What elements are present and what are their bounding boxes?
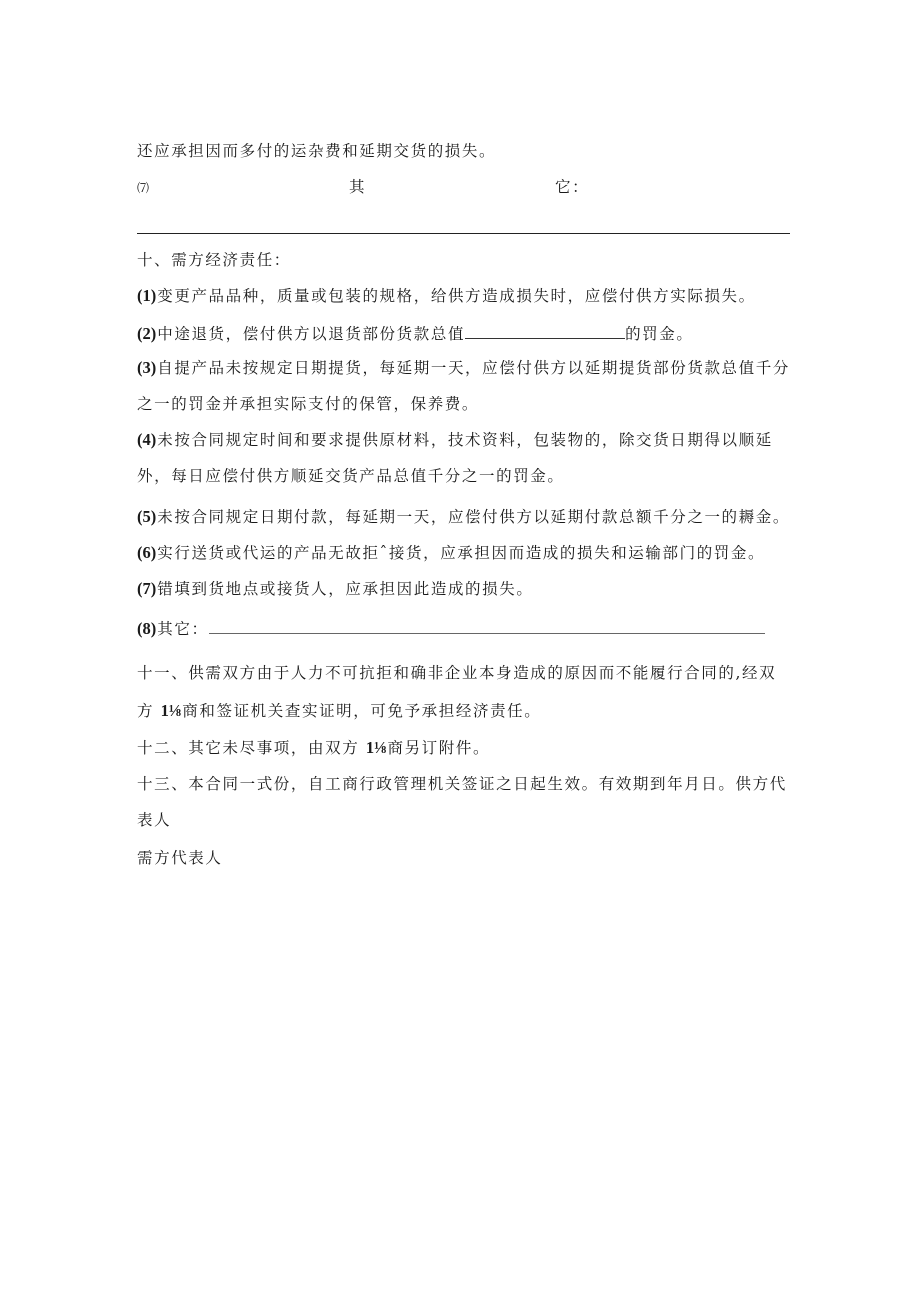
text: 需方代表人 [137,849,223,867]
item-number: (4) [137,430,157,449]
item-number: (2) [137,324,157,343]
item-number: (3) [137,358,157,377]
list-item [137,507,790,527]
text: 方 [137,702,155,720]
paragraph-line [137,141,496,161]
text: 商和签证机关查实证明，可免予承担经济责任。 [182,702,542,720]
garbled-number: 1⅛ [160,701,182,720]
text: 未按合同规定日期付款，每延期一天，应偿付供方以延期付款总额千分之一的耨金。 [157,508,790,526]
garbled-number: 1⅛ [365,738,387,757]
list-item [137,358,790,378]
text: 十三、本合同一式份，自工商行政管理机关签证之日起生效。有效期到年月日。供方代 [137,775,787,793]
item-number: (5) [137,507,157,526]
item-number: (7) [137,579,157,598]
list-item [137,430,773,450]
text: 十一、供需双方由于人力不可抗拒和确非企业本身造成的原因而不能履行合同的,经双 [137,664,777,682]
fill-blank [465,322,625,339]
other-line [137,177,590,198]
list-item-continuation [137,466,565,486]
item-number: (6) [137,543,157,562]
divider-line [137,233,790,234]
list-item [137,286,756,306]
text: 十二、其它未尽事项，由双方 [137,739,360,757]
list-item [137,579,533,599]
item-number: (8) [137,619,157,638]
text: 之一的罚金并承担实际支付的保管，保养费。 [137,395,480,413]
item-number: ⑺ [137,181,150,195]
text: 未按合同规定时间和要求提供原材料，技术资料，包装物的，除交货日期得以顺延 [157,431,773,449]
section-paragraph [137,738,490,758]
section-paragraph [137,663,776,683]
list-item-continuation [137,394,479,414]
text: 实行送货或代运的产品无故拒ˆ接货，应承担因而造成的损失和运输部门的罚金。 [157,544,766,562]
section-paragraph-continuation [137,701,541,721]
text: 其它： [157,620,209,638]
section-title [137,250,291,270]
list-item [137,322,693,344]
text: 十、需方经济责任： [137,251,291,269]
text: 的罚金。 [625,325,694,343]
text: 外，每日应偿付供方顺延交货产品总值千分之一的罚金。 [137,467,565,485]
text: 商另订附件。 [387,739,491,757]
text: 变更产品品种，质量或包装的规格，给供方造成损失时，应偿付供方实际损失。 [157,287,756,305]
text: 还应承担因而多付的运杂费和延期交货的损失。 [137,142,497,160]
text: 中途退货，偿付供方以退货部份货款总值 [157,325,466,343]
signature-label [137,848,223,868]
fill-blank [209,617,765,634]
list-item [137,617,765,639]
list-item [137,543,765,563]
text: 它： [555,178,590,196]
item-number: (1) [137,286,157,305]
section-paragraph-continuation [137,810,171,830]
text: 错填到货地点或接货人，应承担因此造成的损失。 [157,580,534,598]
text: 自提产品未按规定日期提货，每延期一天，应偿付供方以延期提货部份货款总值千分 [157,359,790,377]
text: 表人 [137,811,172,829]
section-paragraph [137,774,787,794]
text: 其 [349,178,367,196]
